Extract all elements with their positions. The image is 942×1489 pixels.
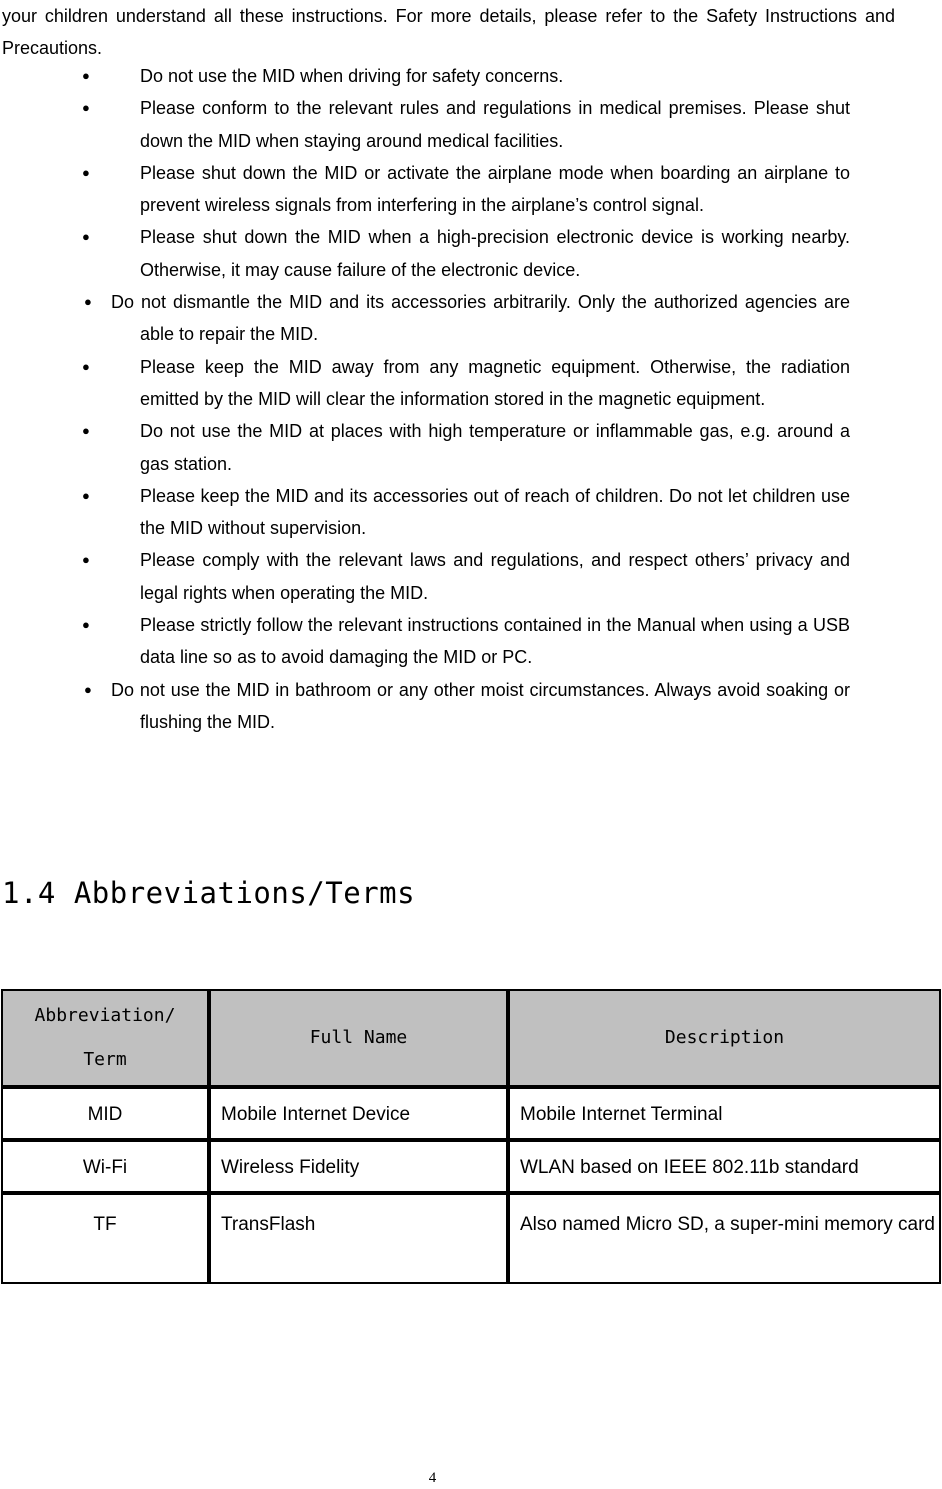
bullet-text: Please strictly follow the relevant instructions contained in the Manual when using a USB data line so as to avoid damaging the MID or PC. xyxy=(140,615,850,668)
bullet-text: Please keep the MID and its accessories out of reach of children. Do not let children use the MID without supervision. xyxy=(140,485,850,539)
cell-description: Mobile Internet Terminal xyxy=(508,1087,941,1140)
cell-full-name: Wireless Fidelity xyxy=(209,1140,508,1193)
bullet-text: Do not dismantle the MID and its accessories arbitrarily. Only the authorized agencies are able to repair the MID. xyxy=(111,292,850,345)
cell-description: WLAN based on IEEE 802.11b standard xyxy=(508,1140,941,1193)
bullet-text: Please conform to the relevant rules and regulations in medical premises. Please shut down the MID when staying around medical facilities. xyxy=(140,98,850,151)
cell-abbreviation: MID xyxy=(1,1087,209,1140)
bullet-item xyxy=(0,415,942,480)
bullet-dot-icon: ● xyxy=(82,358,90,374)
bullet-dot-icon: ● xyxy=(82,423,90,439)
bullet-item xyxy=(0,286,942,351)
bullet-dot-icon: ● xyxy=(84,294,92,310)
bullet-dot-icon: ● xyxy=(82,617,90,633)
header-full-name: Full Name xyxy=(209,989,508,1087)
bullet-item xyxy=(0,92,942,157)
cell-full-name: TransFlash xyxy=(209,1193,508,1284)
header-description: Description xyxy=(508,989,941,1087)
intro-paragraph: your children understand all these instructions. For more details, please refer to the Safety Instructions and Precautions. xyxy=(2,6,895,58)
cell-description: Also named Micro SD, a super-mini memory card xyxy=(508,1193,941,1284)
table-header-row xyxy=(1,989,941,1087)
bullet-dot-icon: ● xyxy=(84,681,92,697)
bullet-dot-icon: ● xyxy=(82,552,90,568)
bullet-item xyxy=(0,609,942,674)
bullet-text: Do not use the MID when driving for safety concerns. xyxy=(140,66,564,86)
bullet-text: Please shut down the MID when a high-precision electronic device is working nearby. Otherwise, it may cause failure of the electronic device. xyxy=(140,227,850,280)
bullet-item xyxy=(0,157,942,222)
bullet-text: Please comply with the relevant laws and regulations, and respect others’ privacy and legal rights when operating the MID. xyxy=(140,550,850,603)
bullet-dot-icon: ● xyxy=(82,229,90,245)
bullet-text: Please shut down the MID or activate the airplane mode when boarding an airplane to prevent wireless signals from interfering in the airplane’s control signal. xyxy=(140,162,850,216)
table-row xyxy=(1,1087,941,1140)
bullet-item xyxy=(0,221,942,286)
bullet-dot-icon: ● xyxy=(82,487,90,503)
header-abbreviation-line1: Abbreviation/ xyxy=(34,1005,176,1026)
section-title: 1.4 Abbreviations/Terms xyxy=(2,876,416,910)
bullet-text: Please keep the MID away from any magnetic equipment. Otherwise, the radiation emitted by the MID will clear the information stored in the magnetic equipment. xyxy=(140,356,850,409)
cell-abbreviation: Wi-Fi xyxy=(1,1140,209,1193)
bullet-text: Do not use the MID in bathroom or any other moist circumstances. Always avoid soaking or flushing the MID. xyxy=(111,679,850,732)
cell-full-name: Mobile Internet Device xyxy=(209,1087,508,1140)
bullet-dot-icon: ● xyxy=(82,164,90,180)
bullet-item xyxy=(0,60,942,92)
header-abbreviation-line2: Term xyxy=(83,1049,127,1070)
cell-abbreviation: TF xyxy=(1,1193,209,1284)
safety-bullet-list xyxy=(0,60,942,738)
page-number: 4 xyxy=(428,1470,437,1486)
bullet-item xyxy=(0,674,942,739)
bullet-item xyxy=(0,544,942,609)
table-row xyxy=(1,1193,941,1284)
header-abbreviation xyxy=(1,989,209,1087)
bullet-item xyxy=(0,351,942,416)
table-row xyxy=(1,1140,941,1193)
bullet-dot-icon: ● xyxy=(82,68,90,83)
bullet-item xyxy=(0,480,942,545)
abbreviations-table xyxy=(1,989,941,1284)
bullet-dot-icon: ● xyxy=(82,100,90,116)
bullet-text: Do not use the MID at places with high temperature or inflammable gas, e.g. around a gas station. xyxy=(140,421,850,474)
